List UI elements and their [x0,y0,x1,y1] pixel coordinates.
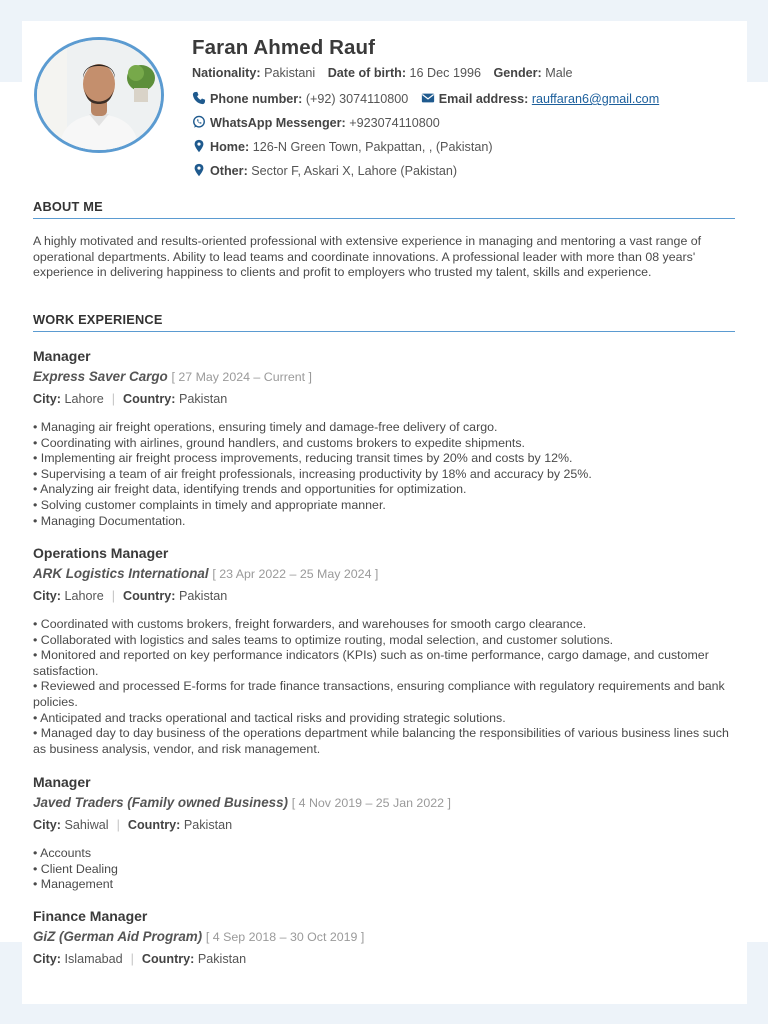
job-dates: [ 23 Apr 2022 – 25 May 2024 ] [212,567,379,581]
country-value: Pakistan [183,818,233,832]
bullet-item: • Implementing air freight process improvements, reducing transit times by 20% and costs by 12%. [33,451,573,466]
bullet-item: • Anticipated and tracks operational and tactical risks and providing strategic solutions. [33,710,506,725]
country-value: Pakistan [197,952,247,966]
job-company [33,795,735,810]
phone-label: Phone number: [210,92,303,106]
email-label: Email address: [438,92,529,106]
country-label: Country: [141,952,195,966]
city-label: City: [33,952,61,966]
job-title: Operations Manager [33,545,169,561]
map-pin-icon [192,139,206,153]
country-value: Pakistan [178,392,228,406]
job-dates: [ 4 Nov 2019 – 25 Jan 2022 ] [291,796,451,810]
bullet-item: • Coordinated with customs brokers, freight forwarders, and warehouses for smooth cargo clearance. [33,617,587,631]
job-location [33,392,735,406]
bullet-item: • Supervising a team of air freight professionals, increasing productivity by 18% and accuracy by 25%. [33,466,592,481]
map-pin-icon [192,163,206,177]
bullet-item: • Management [33,877,114,892]
bullet-item: • Solving customer complaints in timely and appropriate manner. [33,497,386,512]
city-value: Sahiwal [64,818,109,832]
bullet-item: • Coordinating with airlines, ground handlers, and customs brokers to expedite shipments. [33,435,525,450]
location-separator: | [130,952,134,966]
city-value: Islamabad [64,952,123,966]
country-label: Country: [123,392,176,406]
phone-icon [192,91,206,105]
company-name: GiZ (German Aid Program) [33,929,203,944]
work-section-title: WORK EXPERIENCE [33,312,735,332]
gender-value: Male [545,66,573,80]
profile-photo [34,37,164,153]
job-dates: [ 27 May 2024 – Current ] [171,370,312,384]
phone-value: (+92) 3074110800 [305,92,409,106]
dob-label: Date of birth: [327,66,407,80]
bullet-item: • Accounts [33,846,92,860]
bullet-item: • Managing air freight operations, ensuring timely and damage-free delivery of cargo. [33,420,498,434]
job-bullets [33,846,735,893]
city-label: City: [33,589,61,603]
job-title: Manager [33,774,91,790]
country-value: Pakistan [178,589,228,603]
whatsapp-value: +923074110800 [349,116,440,130]
job-location [33,589,735,603]
company-name: Javed Traders (Family owned Business) [33,795,289,810]
job-location [33,818,735,832]
city-value: Lahore [64,589,104,603]
other-value: Sector F, Askari X, Lahore (Pakistan) [251,164,458,178]
about-section-title: ABOUT ME [33,199,735,219]
job-entry [33,545,735,757]
bullet-item: • Managed day to day business of the operations department while balancing the responsibilities of various business lines such as business analysis, vendor, and risk management. [33,726,729,756]
bullet-item: • Collaborated with logistics and sales teams to optimize routing, modal selection, and customer solutions. [33,632,614,647]
job-entry [33,908,735,966]
home-address-line [192,139,493,154]
bullet-item: • Monitored and reported on key performance indicators (KPIs) such as on-time performance, cargo damage, and customer satisfaction. [33,648,709,678]
job-entry [33,774,735,893]
other-label: Other: [210,164,248,178]
dob-value: 16 Dec 1996 [409,66,481,80]
bullet-item: • Reviewed and processed E-forms for trade finance transactions, ensuring compliance with regulatory requirements and bank policies. [33,679,725,709]
company-name: Express Saver Cargo [33,369,168,384]
city-label: City: [33,392,61,406]
company-name: ARK Logistics International [33,566,209,581]
email-link[interactable]: rauffaran6@gmail.com [531,92,660,106]
location-separator: | [111,392,115,406]
job-location [33,952,735,966]
job-bullets [33,420,735,529]
job-title: Finance Manager [33,908,148,924]
job-company [33,369,735,384]
nationality-label: Nationality: [192,66,261,80]
job-title: Manager [33,348,91,364]
city-value: Lahore [64,392,104,406]
envelope-icon [421,91,435,105]
gender-label: Gender: [493,66,542,80]
city-label: City: [33,818,61,832]
job-entry [33,348,735,529]
about-text: A highly motivated and results-oriented professional with extensive experience in managing and mentoring a vast range of operational departments. Ability to lead teams and coordinate innovations. A professional leader with more than 08 years' experience in delivering happiness to clients and profit to employers who trusted my talent, skills and experience. [33,234,702,280]
job-dates: [ 4 Sep 2018 – 30 Oct 2019 ] [205,930,365,944]
job-company [33,566,735,581]
candidate-name: Faran Ahmed Rauf [192,36,376,59]
job-bullets [33,617,735,757]
job-company [33,929,735,944]
location-separator: | [116,818,120,832]
whatsapp-line [192,115,440,130]
bullet-item: • Analyzing air freight data, identifying trends and opportunities for optimization. [33,482,467,497]
bullet-item: • Client Dealing [33,861,118,876]
home-value: 126-N Green Town, Pakpattan, , (Pakistan) [252,140,493,154]
personal-info-line [192,66,573,80]
location-separator: | [111,589,115,603]
contact-line [192,91,659,106]
country-label: Country: [123,589,176,603]
country-label: Country: [127,818,181,832]
cv-page [22,21,747,1004]
whatsapp-icon [192,115,206,129]
home-label: Home: [210,140,250,154]
bullet-item: • Managing Documentation. [33,513,186,528]
other-address-line [192,163,457,178]
nationality-value: Pakistani [264,66,316,80]
whatsapp-label: WhatsApp Messenger: [210,116,346,130]
